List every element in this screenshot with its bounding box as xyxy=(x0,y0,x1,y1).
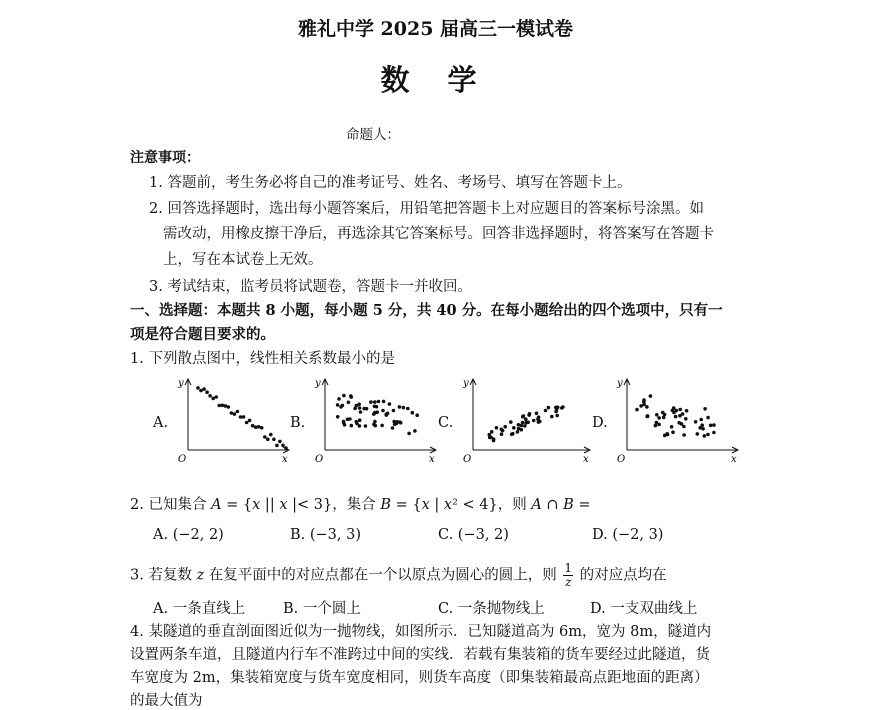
scatter-point xyxy=(672,406,676,410)
scatter-point xyxy=(678,408,682,412)
scatter-point xyxy=(709,424,713,428)
scatter-point xyxy=(413,429,417,433)
scatter-point xyxy=(699,418,703,422)
notice-item-2-line-2: 需改动，用橡皮擦干净后，再选涂其它答案标号。回答非选择题时，将答案写在答题卡 xyxy=(163,226,714,242)
scatter-point xyxy=(635,408,639,412)
scatter-point xyxy=(500,428,504,432)
scatter-plot-c xyxy=(461,372,593,466)
notice-item-2-line-1: 2. 回答选择题时，选出每小题答案后，用铅笔把答题卡上对应题目的答案标号涂黑。如 xyxy=(149,201,704,217)
scatter-point xyxy=(503,425,507,429)
scatter-point xyxy=(391,426,395,430)
exam-title: 雅礼中学 2025 届高三一模试卷 xyxy=(297,18,574,40)
scatter-point xyxy=(682,425,686,429)
scatter-point xyxy=(242,415,246,419)
scatter-point xyxy=(382,400,386,404)
scatter-point xyxy=(380,424,384,428)
y-axis-label: y xyxy=(315,378,321,389)
x-axis-label: x xyxy=(282,454,288,465)
scatter-point xyxy=(495,426,499,430)
scatter-point xyxy=(555,407,559,411)
q2-option-b: B. (−3, 3) xyxy=(290,527,362,543)
question-2-stem: 2. 已知集合 A = {x || x |< 3}，集合 B = {x | x² < 4}，则 A ∩ B = xyxy=(130,497,591,513)
q1-option-d-label: D. xyxy=(592,415,608,431)
scatter-point xyxy=(342,420,346,424)
scatter-point xyxy=(696,432,700,436)
x-axis-label: x xyxy=(731,454,737,465)
q1-option-a-label: A. xyxy=(153,415,169,431)
q3-option-c: C. 一条抛物线上 xyxy=(438,601,545,617)
scatter-point xyxy=(369,400,373,404)
y-axis-label: y xyxy=(617,378,623,389)
scatter-plot-a xyxy=(176,372,292,466)
q1-option-c-label: C. xyxy=(438,415,454,431)
scatter-point xyxy=(706,416,710,420)
scatter-point xyxy=(358,406,362,410)
scatter-point xyxy=(269,433,273,437)
q3-option-b: B. 一个圆上 xyxy=(283,601,361,617)
scatter-point xyxy=(509,420,513,424)
scatter-point xyxy=(392,409,396,413)
scatter-point xyxy=(677,421,681,425)
scatter-point xyxy=(221,404,225,408)
scatter-point xyxy=(275,444,279,448)
scatter-point xyxy=(649,394,653,398)
scatter-point xyxy=(492,437,496,441)
scatter-point xyxy=(528,412,532,416)
scatter-point xyxy=(407,432,411,436)
scatter-point xyxy=(385,413,389,417)
scatter-point xyxy=(343,423,347,427)
scatter-point xyxy=(646,414,650,418)
x-axis-label: x xyxy=(429,454,435,465)
scatter-point xyxy=(350,424,354,428)
scatter-point xyxy=(214,395,218,399)
q3-option-d: D. 一支双曲线上 xyxy=(590,601,698,617)
scatter-point xyxy=(217,404,221,408)
scatter-point xyxy=(532,419,536,423)
scatter-point xyxy=(341,404,345,408)
scatter-point xyxy=(227,405,231,409)
section-heading-line-2: 项是符合题目要求的。 xyxy=(130,326,275,343)
scatter-point xyxy=(663,434,667,438)
y-axis-label: y xyxy=(463,378,469,389)
scatter-point xyxy=(362,407,366,411)
scatter-plot-d xyxy=(615,372,741,466)
question-1-stem: 1. 下列散点图中，线性相关系数最小的是 xyxy=(130,351,395,367)
scatter-point xyxy=(500,432,504,436)
section-heading-line-1: 一、选择题：本题共 8 小题，每小题 5 分，共 40 分。在每小题给出的四个选项中，只有一 xyxy=(130,302,723,319)
scatter-point xyxy=(521,421,525,425)
scatter-point xyxy=(263,435,267,439)
scatter-point xyxy=(251,424,255,428)
origin-label: O xyxy=(315,454,324,465)
scatter-point xyxy=(381,409,385,413)
fraction-1-over-z: $\frac{1}{z}$ xyxy=(564,561,573,589)
scatter-point xyxy=(662,416,666,420)
scatter-point xyxy=(245,421,249,425)
scatter-point xyxy=(205,390,209,394)
scatter-point xyxy=(555,414,559,418)
scatter-point xyxy=(671,430,675,434)
scatter-point xyxy=(373,400,377,404)
scatter-point xyxy=(373,420,377,424)
scatter-point xyxy=(336,403,340,407)
q3-option-a: A. 一条直线上 xyxy=(153,601,246,617)
scatter-point xyxy=(517,427,521,431)
origin-label: O xyxy=(463,454,472,465)
notice-item-2-line-3: 上，写在本试卷上无效。 xyxy=(163,252,323,268)
scatter-point xyxy=(202,387,206,391)
scatter-point xyxy=(655,413,659,417)
scatter-point xyxy=(516,430,520,434)
scatter-point xyxy=(642,403,646,407)
scatter-point xyxy=(517,423,521,427)
author-label: 命题人： xyxy=(346,127,400,143)
scatter-point xyxy=(674,415,678,419)
scatter-point xyxy=(375,405,379,409)
scatter-point xyxy=(355,404,359,408)
scatter-point xyxy=(694,420,698,424)
scatter-point xyxy=(703,434,707,438)
scatter-point xyxy=(248,419,252,423)
scatter-point xyxy=(358,418,362,422)
scatter-point xyxy=(681,412,685,416)
scatter-point xyxy=(375,410,379,414)
scatter-point xyxy=(523,424,527,428)
notice-item-1: 1. 答题前，考生务必将自己的准考证号、姓名、考场号、填写在答题卡上。 xyxy=(149,175,632,191)
scatter-point xyxy=(406,407,410,411)
scatter-point xyxy=(550,415,554,419)
scatter-point xyxy=(645,405,649,409)
question-4-line-4: 的最大值为 xyxy=(130,693,203,709)
scatter-point xyxy=(359,410,363,414)
notice-item-3: 3. 考试结束，监考员将试题卷，答题卡一并收回。 xyxy=(149,279,472,295)
scatter-point xyxy=(685,409,689,413)
scatter-point xyxy=(398,405,402,409)
q2-option-a: A. (−2, 2) xyxy=(153,527,224,543)
scatter-point xyxy=(488,436,492,440)
scatter-point xyxy=(560,406,564,410)
scatter-point xyxy=(346,418,350,422)
scatter-point xyxy=(700,423,704,427)
scatter-point xyxy=(411,411,415,415)
scatter-point xyxy=(336,415,340,419)
scatter-point xyxy=(272,438,276,442)
scatter-point xyxy=(342,394,346,398)
scatter-point xyxy=(544,409,548,413)
notice-heading: 注意事项： xyxy=(130,150,200,166)
scatter-point xyxy=(512,426,516,430)
scatter-point xyxy=(547,406,551,410)
origin-label: O xyxy=(178,454,187,465)
scatter-point xyxy=(374,424,378,428)
scatter-point xyxy=(281,444,285,448)
question-4-line-3: 车宽度为 2m，集装箱宽度与货车宽度相同，则货车高度（即集装箱最高点距地面的距离） xyxy=(130,670,709,686)
scatter-point xyxy=(490,430,494,434)
subject-title: 数 学 xyxy=(380,63,491,97)
scatter-point xyxy=(538,420,542,424)
y-axis-label: y xyxy=(178,378,184,389)
scatter-point xyxy=(278,440,282,444)
question-3-stem: 3. 若复数 z 在复平面中的对应点都在一个以原点为圆心的圆上，则 $\frac{1}{z}$ 的对应点均在 xyxy=(130,561,667,589)
q1-option-b-label: B. xyxy=(290,415,306,431)
scatter-point xyxy=(524,421,528,425)
scatter-plot-b xyxy=(313,372,439,466)
scatter-point xyxy=(522,414,526,418)
scatter-point xyxy=(712,431,716,435)
scatter-point xyxy=(364,424,368,428)
scatter-point xyxy=(233,412,237,416)
scatter-point xyxy=(684,417,688,421)
scatter-point xyxy=(388,402,392,406)
scatter-point xyxy=(703,407,707,411)
x-axis-label: x xyxy=(583,454,589,465)
scatter-point xyxy=(377,400,381,404)
scatter-point xyxy=(535,412,539,416)
origin-label: O xyxy=(617,454,626,465)
scatter-point xyxy=(661,411,665,415)
question-4-line-1: 4. 某隧道的垂直剖面图近似为一抛物线，如图所示．已知隧道高为 6m，宽为 8m，隧道内 xyxy=(130,624,712,640)
scatter-point xyxy=(337,397,341,401)
scatter-point xyxy=(349,394,353,398)
scatter-point xyxy=(701,427,705,431)
scatter-point xyxy=(712,423,716,427)
scatter-point xyxy=(347,401,351,405)
q2-option-d: D. (−2, 3) xyxy=(592,527,664,543)
scatter-point xyxy=(358,424,362,428)
scatter-point xyxy=(675,409,679,413)
scatter-point xyxy=(402,406,406,410)
scatter-point xyxy=(208,394,212,398)
scatter-point xyxy=(395,420,399,424)
scatter-point xyxy=(355,420,359,424)
question-4-line-2: 设置两条车道，且隧道内行车不准跨过中间的实线．若载有集装箱的货车要经过此隧道，货 xyxy=(130,647,710,663)
scatter-point xyxy=(266,438,270,442)
scatter-point xyxy=(199,389,203,393)
scatter-point xyxy=(284,446,288,450)
scatter-point xyxy=(511,432,515,436)
scatter-point xyxy=(236,410,240,414)
scatter-point xyxy=(655,421,659,425)
scatter-point xyxy=(657,416,661,420)
q2-option-c: C. (−3, 2) xyxy=(438,527,509,543)
scatter-point xyxy=(706,433,710,437)
scatter-point xyxy=(260,426,264,430)
scatter-point xyxy=(196,386,200,390)
scatter-point xyxy=(642,398,646,402)
scatter-point xyxy=(415,413,419,417)
scatter-point xyxy=(682,433,686,437)
scatter-point xyxy=(670,425,674,429)
scatter-point xyxy=(524,417,528,421)
